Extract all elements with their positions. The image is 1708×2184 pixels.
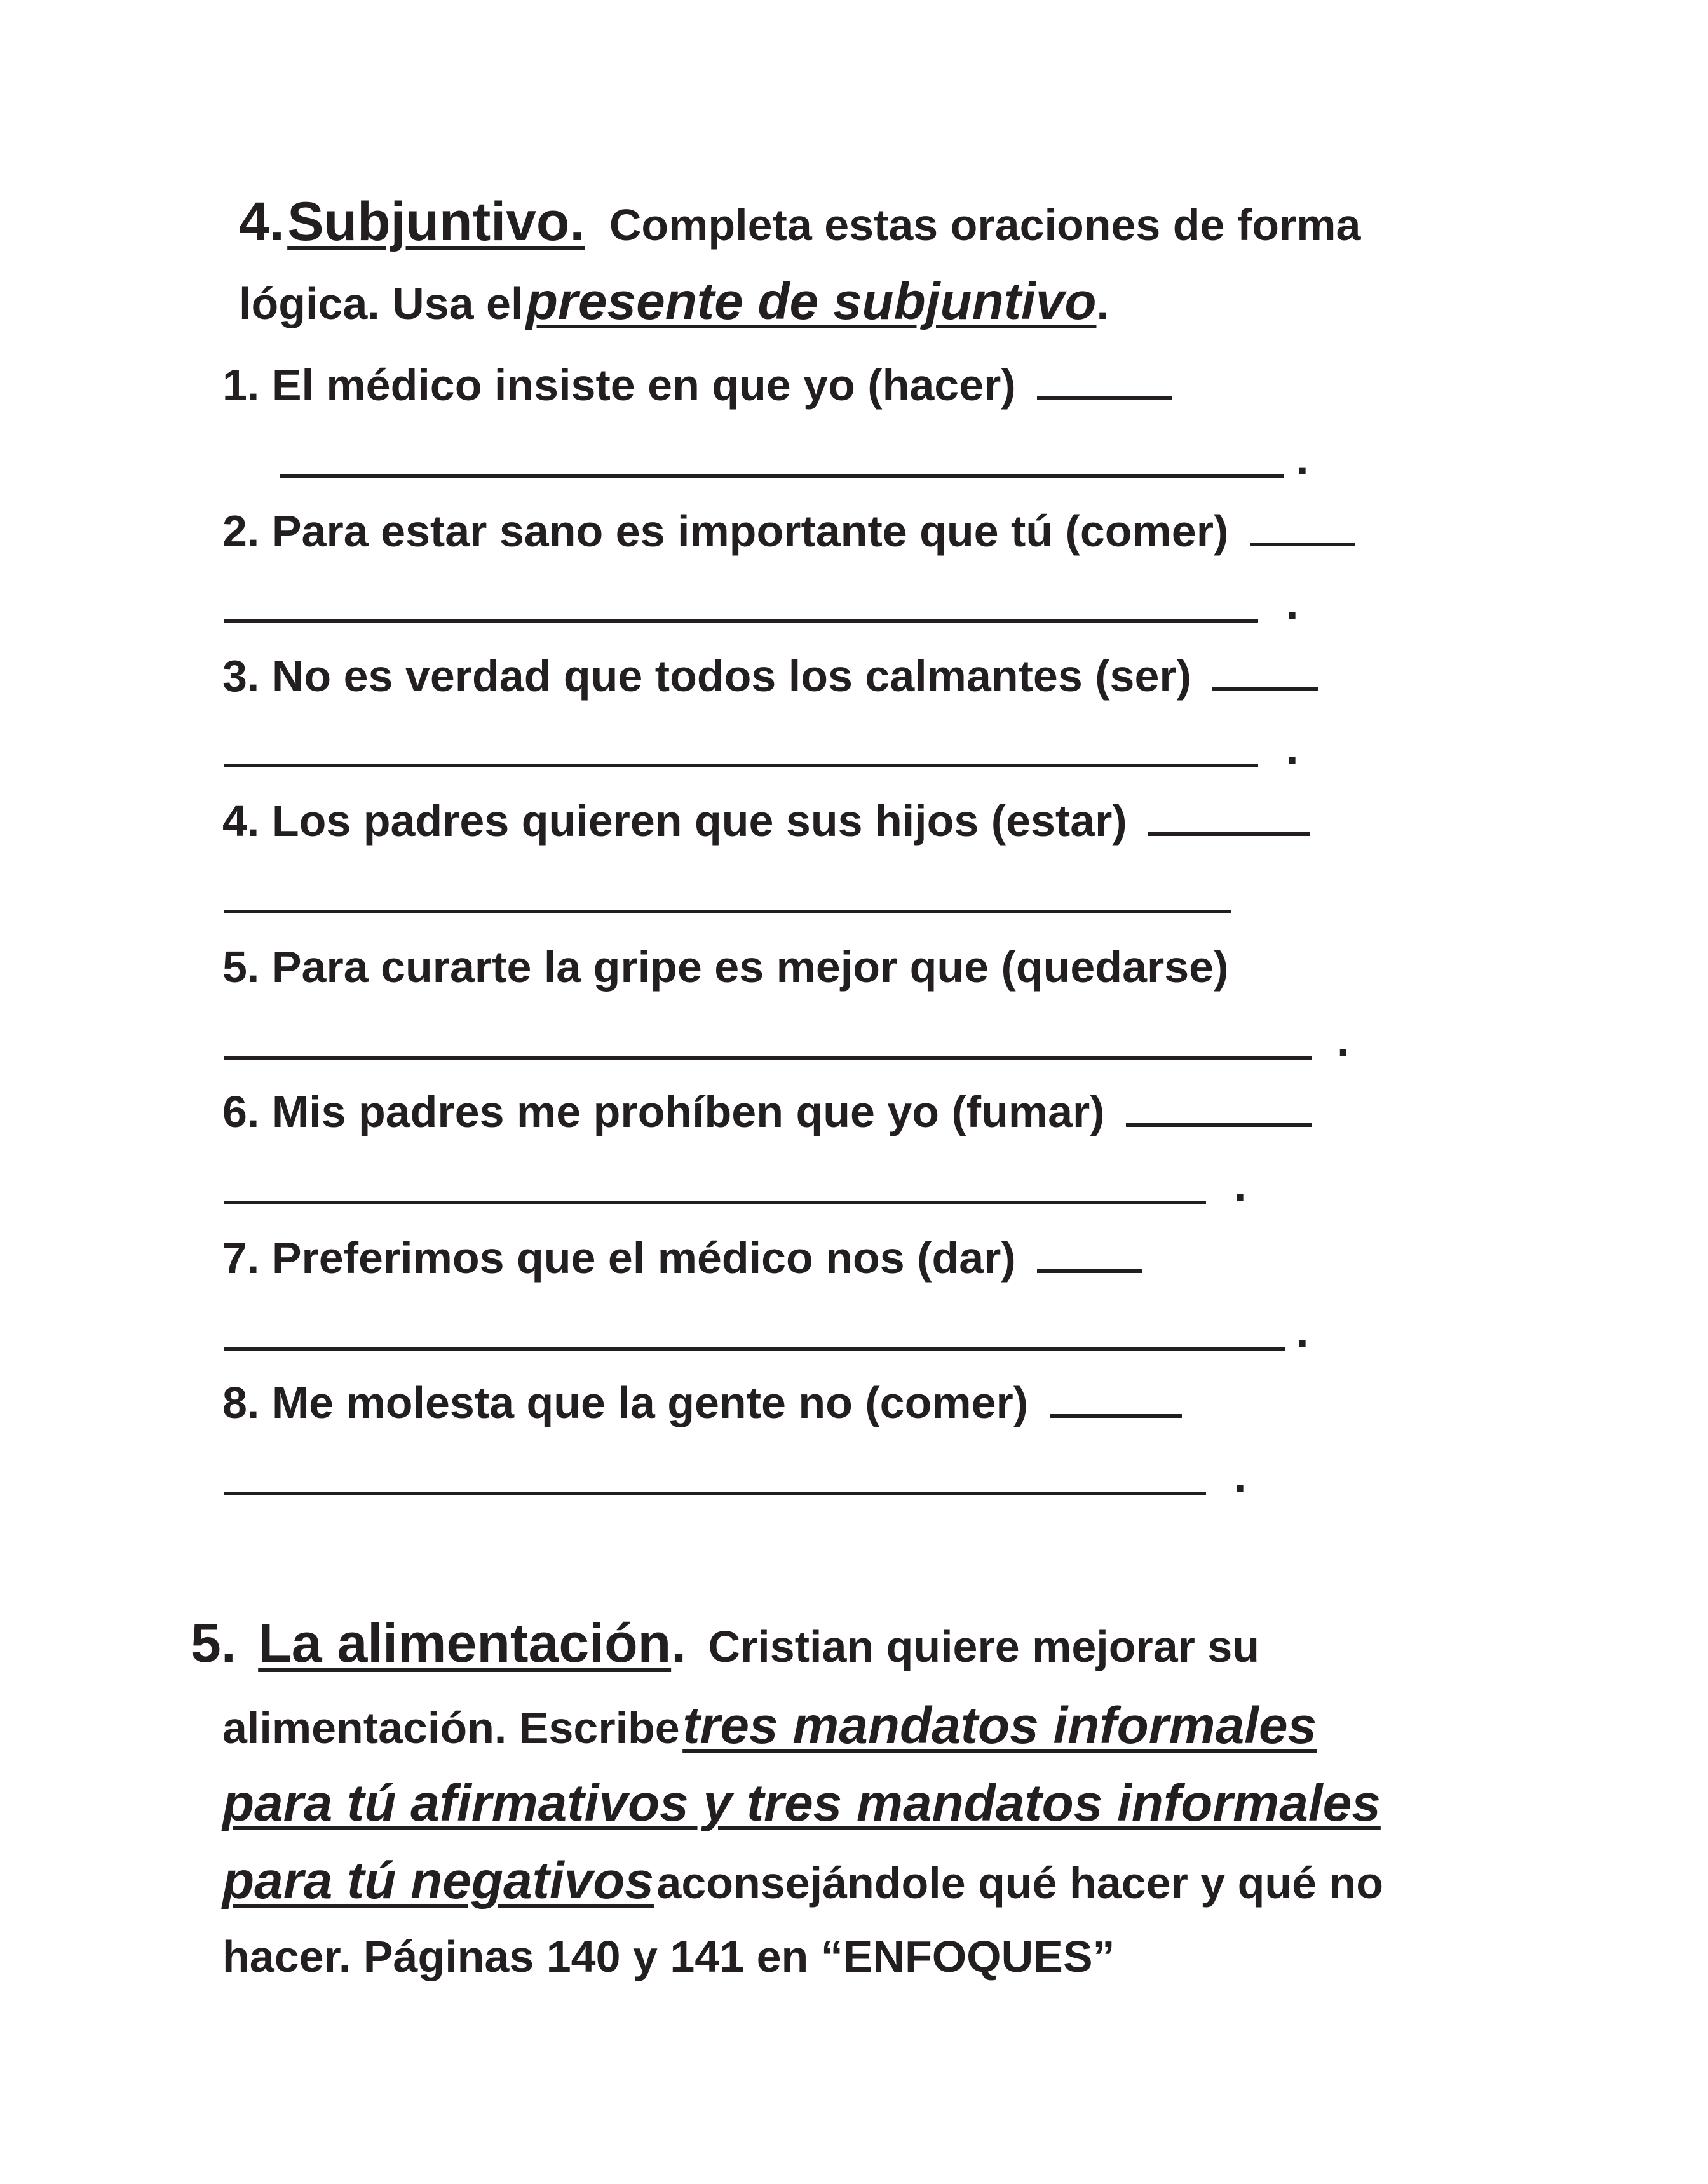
item-5-answer-line[interactable]	[224, 1056, 1312, 1060]
item-7-blank[interactable]	[1037, 1234, 1142, 1273]
section-4-heading	[239, 191, 1360, 253]
item-8-end-period: .	[1234, 1452, 1247, 1501]
exercise-item-2	[222, 506, 1355, 556]
item-6-text: 6. Mis padres me prohíben que yo (fumar)	[222, 1087, 1105, 1136]
section-5-emphasis-2: para tú afirmativos y tres mandatos informales	[222, 1774, 1381, 1832]
item-6-end-period: .	[1234, 1161, 1247, 1210]
item-3-text: 3. No es verdad que todos los calmantes (ser)	[222, 651, 1191, 701]
section-5-number: 5.	[191, 1613, 236, 1674]
item-2-answer-line[interactable]	[224, 619, 1258, 623]
item-6-blank[interactable]	[1126, 1088, 1312, 1127]
item-3-answer-line[interactable]	[224, 764, 1258, 767]
section-5-intro-a: Cristian quiere mejorar su	[708, 1622, 1260, 1671]
item-1-end-period: .	[1296, 434, 1309, 483]
section-4-instruction	[239, 272, 1109, 332]
section-4-emphasis: presente de subjuntivo	[525, 273, 1097, 330]
section-5-emphasis-3: para tú negativos	[222, 1852, 654, 1910]
item-1-answer-line[interactable]	[280, 474, 1284, 478]
section-4-intro-a: Completa estas oraciones de forma	[609, 200, 1361, 250]
item-2-text: 2. Para estar sano es importante que tú (comer)	[222, 506, 1229, 556]
exercise-item-7	[222, 1232, 1142, 1283]
item-4-text: 4. Los padres quieren que sus hijos (estar)	[222, 796, 1127, 846]
item-5-text: 5. Para curarte la gripe es mejor que (quedarse)	[222, 942, 1229, 992]
exercise-item-8	[222, 1377, 1182, 1428]
exercise-item-4	[222, 795, 1310, 846]
item-6-answer-line[interactable]	[224, 1201, 1206, 1204]
section-5-intro-b: alimentación. Escribe	[222, 1703, 680, 1753]
section-4-period: .	[1096, 279, 1109, 328]
item-5-end-period: .	[1337, 1016, 1350, 1065]
exercise-item-3	[222, 650, 1318, 701]
exercise-item-6	[222, 1086, 1312, 1137]
section-5-heading	[191, 1612, 1259, 1675]
section-5-line-4	[222, 1851, 1383, 1911]
section-4-title: Subjuntivo.	[287, 191, 585, 252]
section-5-title-period: .	[671, 1613, 687, 1674]
item-7-answer-line[interactable]	[224, 1347, 1285, 1351]
section-5-text-last: hacer. Páginas 140 y 141 en “ENFOQUES”	[222, 1932, 1115, 1981]
section-4-intro-b: lógica. Usa el	[239, 279, 524, 328]
item-4-answer-line[interactable]	[224, 910, 1231, 913]
section-5-line-5	[222, 1931, 1115, 1982]
item-7-text: 7. Preferimos que el médico nos (dar)	[222, 1233, 1016, 1283]
section-5-title: La alimentación	[258, 1613, 672, 1674]
exercise-item-1	[222, 360, 1172, 410]
item-3-blank[interactable]	[1212, 652, 1318, 691]
item-8-text: 8. Me molesta que la gente no (comer)	[222, 1378, 1029, 1427]
section-5-line-2	[222, 1696, 1317, 1756]
item-4-blank[interactable]	[1148, 797, 1310, 836]
exercise-item-5	[222, 941, 1228, 992]
item-2-end-period: .	[1286, 579, 1299, 628]
item-1-blank[interactable]	[1037, 361, 1172, 400]
section-4-number: 4.	[239, 191, 285, 252]
section-5-line-3	[222, 1774, 1381, 1833]
section-5-emphasis-1: tres mandatos informales	[682, 1697, 1317, 1755]
section-5-text-after: aconsejándole qué hacer y qué no	[656, 1858, 1384, 1908]
item-8-blank[interactable]	[1050, 1378, 1182, 1418]
item-1-text: 1. El médico insiste en que yo (hacer)	[222, 360, 1016, 410]
item-7-end-period: .	[1296, 1307, 1309, 1356]
item-2-blank[interactable]	[1250, 507, 1355, 546]
item-3-end-period: .	[1286, 724, 1299, 773]
item-8-answer-line[interactable]	[224, 1492, 1206, 1495]
